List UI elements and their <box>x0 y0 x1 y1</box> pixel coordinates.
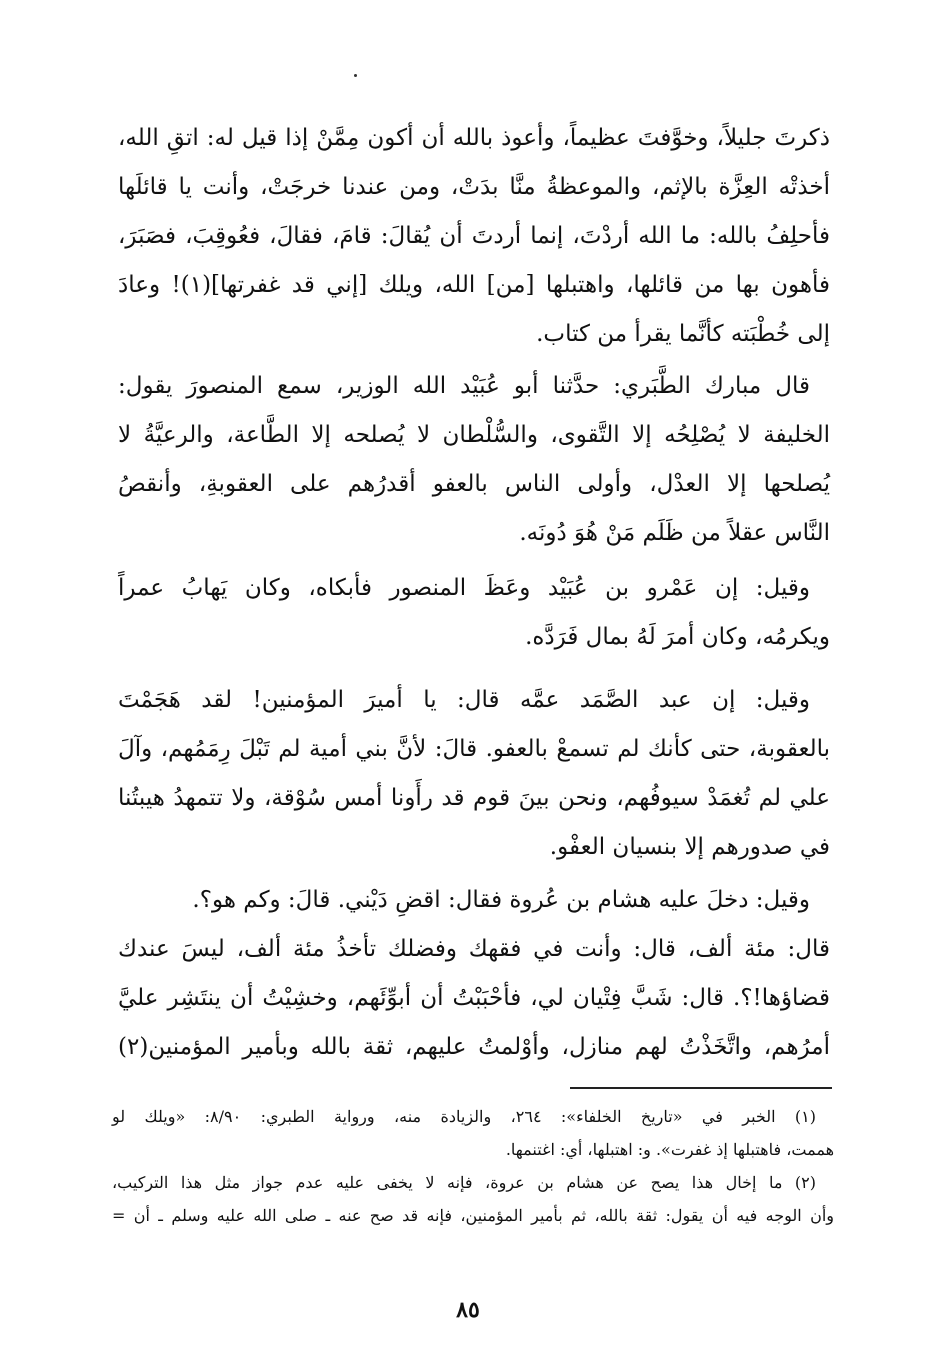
footnote-separator <box>570 1087 832 1089</box>
page-number: ٨٥ <box>456 1297 480 1323</box>
text-line: إلى خُطْبَته كأنَّما يقرأ من كتاب. <box>536 321 830 347</box>
text-line: الخليفة لا يُصْلِحُه إلا التَّقوى، والسُّلْطان لا يُصلحه إلا الطَّاعة، والرعيَّةُ لا <box>118 422 830 448</box>
text-line: وقيل: إن عبد الصَّمَد عمَّه قال: يا أميرَ المؤمنين! لقد هَجَمْتَ <box>118 687 810 713</box>
text-line: في صدورهم إلا بنسيان العفْو. <box>549 834 830 860</box>
text-line: فأهون بها من قائلها، واهتبلها [من] الله، ويلك [إني قد غفرتها](١)! وعادَ <box>118 272 830 298</box>
paragraph-5 <box>118 876 830 1072</box>
paragraph-2 <box>118 362 830 558</box>
text-line: قال مبارك الطَّبَري: حدَّثنا أبو عُبَيْد الله الوزير، سمع المنصورَ يقول: <box>118 373 810 399</box>
text-line: ذكرتَ جليلاً، وخوَّفتَ عظيماً، وأعوذ بالله أن أكون مِمَّنْ إذا قيل له: اتقِ الله، <box>118 125 830 151</box>
text-line: وقيل: دخلَ عليه هشام بن عُروة فقال: اقضِ دَيْني. قالَ: وكم هو؟. <box>192 887 810 913</box>
text-line: فأحلِفُ بالله: ما الله أردْتَ، إنما أردتَ أن يُقالَ: قامَ، فقالَ، فعُوقِبَ، فصَبَرَ، <box>118 223 830 249</box>
text-line: بالعقوبة، حتى كأنك لم تسمعْ بالعفو. قالَ: لأنَّ بني أمية لم تَبْلَ رِمَمُهم، وآلَ <box>118 736 830 762</box>
paragraph-3 <box>118 564 830 662</box>
text-line: وقيل: إن عَمْرو بن عُبَيْد وعَظَ المنصور فأبكاه، وكان يَهابُ عمراً <box>118 575 810 601</box>
paragraph-1 <box>118 114 830 359</box>
footnote-line: (١) الخبر في «تاريخ الخلفاء»: ٢٦٤، والزيادة منه، ورواية الطبري: ٨/٩٠: «ويلك لو <box>112 1107 817 1126</box>
text-line: ويكرمُه، وكان أمرَ لَهُ بمال فَرَدَّه. <box>525 624 830 650</box>
text-line: قال: مئة ألف، قال: وأنت في فقهك وفضلك تأخذُ مئة ألف، ليسَ عندك <box>118 936 830 962</box>
footnote-line: هممت، فاهتبلها إذ غفرت». و: اهتبلها، أي: اغتنمها. <box>505 1140 834 1159</box>
footnote-line: (٢) ما إخال هذا يصح عن هشام بن عروة، فإنه لا يخفى عليه عدم جواز مثل هذا التركيب، <box>112 1173 816 1192</box>
top-dot-mark <box>354 74 357 77</box>
text-line: النَّاس عقلاً من ظَلَم مَنْ هُوَ دُونَه. <box>519 520 830 546</box>
text-line: يُصلحها إلا العدْل، وأولى الناس بالعفو أقدرُهم على العقوبةِ، وأنقصُ <box>118 471 830 497</box>
text-line: علي لم تُغمَدْ سيوفُهم، ونحن بينَ قوم قد رأَونا أمس سُوْقة، ولا تتمهدُ هيبتُنا <box>118 785 830 811</box>
text-line: أخذتْه العِزَّة بالإثم، والموعظةُ منَّا بدَتْ، ومن عندنا خرجَتْ، وأنت يا قائلَها <box>118 174 830 200</box>
footnotes <box>112 1100 834 1232</box>
footnote-line: وأن الوجه فيه أن يقول: ثقة بالله، ثم بأمير المؤمنين، فإنه قد صح عنه ـ صلى الله عليه وسلم ـ أن = <box>112 1206 834 1225</box>
text-line: قضاؤها!؟. قال: شَبَّ فِتْيان لي، فأحْبَبْتُ أن أبوِّئَهم، وخشِيْتُ أن ينتَشِر عليَّ <box>118 985 830 1011</box>
text-line: أمرُهم، واتَّخَذْتُ لهم منازل، وأوْلمتُ عليهم، ثقة بالله وبأمير المؤمنين(٢) <box>118 1034 830 1060</box>
paragraph-4 <box>118 676 830 872</box>
